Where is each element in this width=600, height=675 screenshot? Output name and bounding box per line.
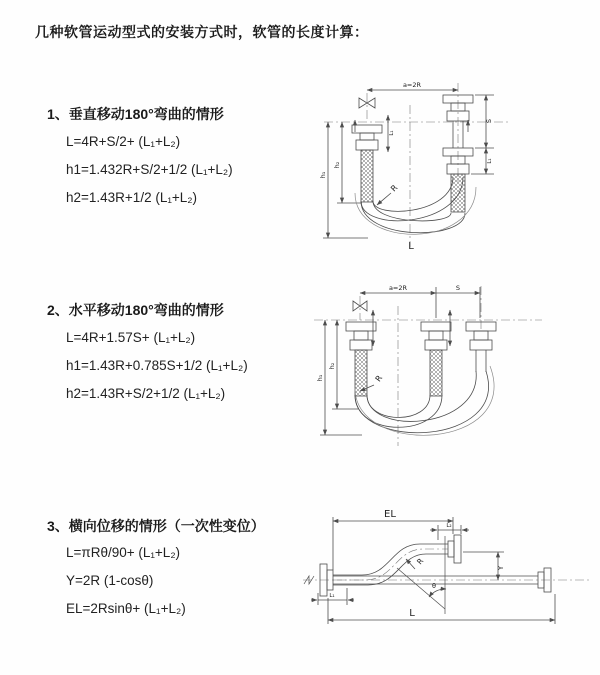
radius-label: R <box>414 556 426 567</box>
construction-radius-line <box>397 568 445 609</box>
hose-curve <box>361 177 463 221</box>
dim-label-a2r: a=2R <box>402 81 422 89</box>
dim-label-L: L <box>408 241 414 252</box>
dim-label-s: S <box>485 118 493 124</box>
section-1-formula-L: L=4R+S/2+ (L₁+L₂) <box>66 134 181 149</box>
section-1-formula-h1: h1=1.432R+S/2+1/2 (L₁+L₂) <box>66 162 233 177</box>
dim-label-y: Y <box>497 565 505 571</box>
right-flange-displaced <box>466 322 496 372</box>
hose-curve <box>355 395 442 427</box>
section-2-formula-h2: h2=1.43R+S/2+1/2 (L₁+L₂) <box>66 386 226 401</box>
section-2-heading: 2、水平移动180°弯曲的情形 <box>47 302 224 318</box>
dim-label-h1: h₁ <box>316 374 324 382</box>
section-3-formula-L: L=πRθ/90+ (L₁+L₂) <box>66 545 181 560</box>
radius-leader <box>377 193 391 205</box>
section-3-heading: 3、横向位移的情形（一次性变位） <box>47 518 265 534</box>
left-flange <box>346 322 376 396</box>
dim-label-l1: L₁ <box>389 130 395 136</box>
left-flange <box>352 125 382 202</box>
middle-flange <box>421 322 451 396</box>
radius-leader <box>406 559 415 569</box>
hose-curve <box>361 201 465 233</box>
angle-arc <box>429 589 446 597</box>
dim-label-a2r: a=2R <box>388 284 408 292</box>
section-3-formula-EL: EL=2Rsinθ+ (L₁+L₂) <box>66 601 186 616</box>
dim-label-l1-right: L₁ <box>487 158 493 164</box>
dim-label-l1: L₁ <box>329 593 335 599</box>
section-3-formula-Y: Y=2R (1-cosθ) <box>66 573 154 588</box>
braided-hose-middle <box>430 350 442 396</box>
centerlines <box>314 286 542 446</box>
angle-label: θ <box>432 582 436 590</box>
hose-curve <box>367 395 430 418</box>
diagram-vertical-180-bend <box>310 75 600 255</box>
radius-label: R <box>389 183 400 194</box>
hose-curve-top-edge <box>333 544 448 575</box>
hose-curve <box>373 177 453 211</box>
section-1-formula-h2: h2=1.43R+1/2 (L₁+L₂) <box>66 190 198 205</box>
braided-hose-left <box>361 150 373 202</box>
dim-label-s: S <box>455 284 461 292</box>
dim-label-h2: h₂ <box>333 161 341 169</box>
dim-label-el: EL <box>384 509 396 520</box>
diagram-lateral-displacement <box>300 492 600 647</box>
upper-flange <box>448 535 461 563</box>
radius-label: R <box>373 373 385 384</box>
dim-label-h1: h₁ <box>319 171 327 179</box>
section-2-formula-h1: h1=1.43R+0.785S+1/2 (L₁+L₂) <box>66 358 248 373</box>
dim-label-h2: h₂ <box>328 362 336 370</box>
diagram-horizontal-180-bend <box>310 278 600 453</box>
centerlines <box>324 83 508 247</box>
dim-label-L: L <box>409 608 415 619</box>
section-2-formula-L: L=4R+1.57S+ (L₁+L₂) <box>66 330 196 345</box>
page-title: 几种软管运动型式的安装方式时，软管的长度计算： <box>35 24 369 40</box>
section-1-heading: 1、垂直移动180°弯曲的情形 <box>47 106 224 122</box>
dim-label-l2: L₂ <box>446 523 452 529</box>
hose-curve-bottom-edge <box>333 554 448 585</box>
